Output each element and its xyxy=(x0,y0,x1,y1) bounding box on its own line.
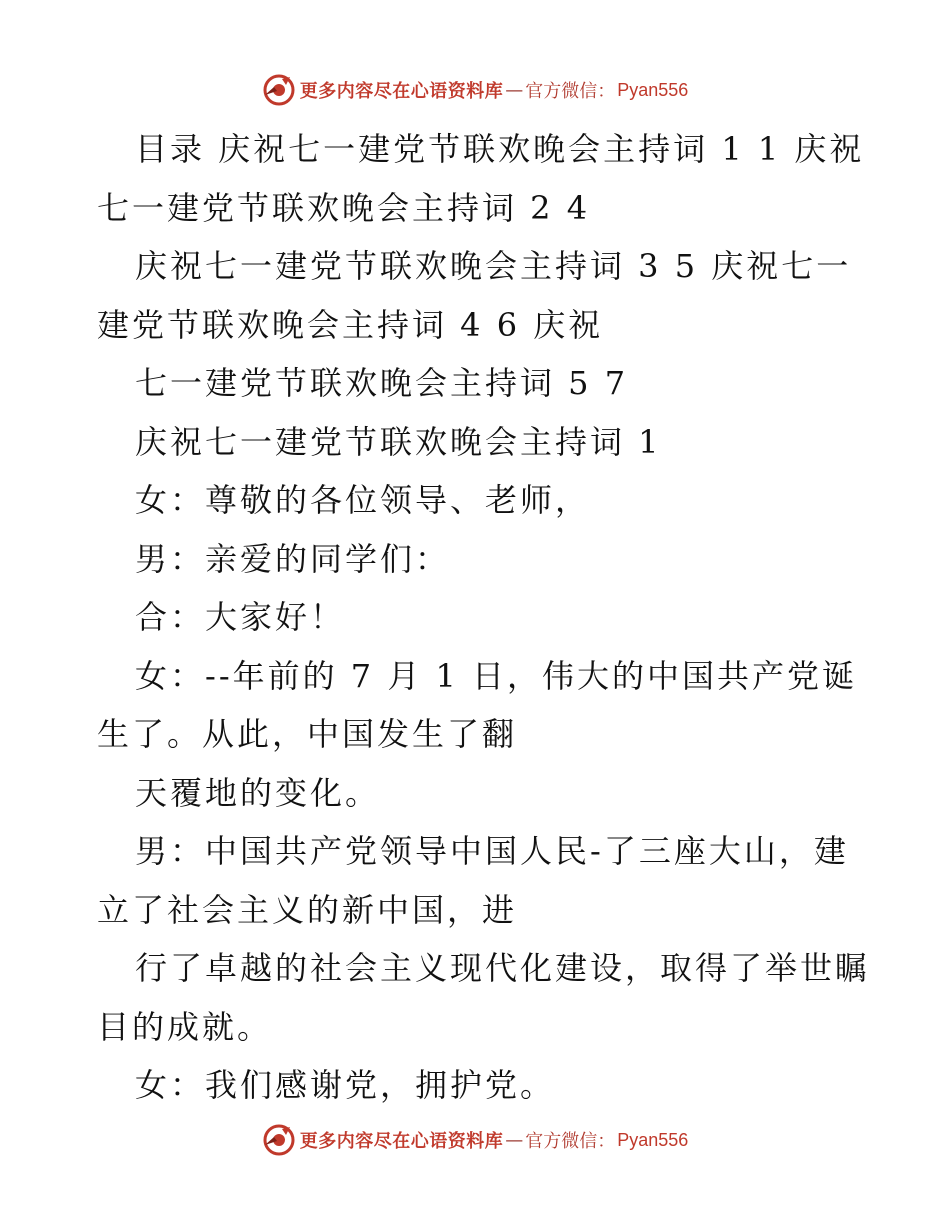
text-line: 女：我们感谢党，拥护党。 xyxy=(135,1066,556,1104)
banner-site-text: 更多内容尽在心语资料库 xyxy=(299,1131,504,1152)
text-line: 生了。从此，中国发生了翻 xyxy=(97,715,518,753)
banner-separator: — xyxy=(505,79,524,101)
footer-banner xyxy=(0,1120,950,1160)
banner-account: Pyan556 xyxy=(617,1129,689,1150)
text-line: 天覆地的变化。 xyxy=(135,773,381,812)
text-line: 女：尊敬的各位领导、老师， xyxy=(135,481,591,519)
text-line: 庆祝七一建党节联欢晚会主持词 3 5 庆祝七一 xyxy=(135,247,852,285)
document-body xyxy=(97,120,871,1115)
seal-logo-icon xyxy=(262,1123,296,1157)
text-line: 男：中国共产党领导中国人民-了三座大山，建 xyxy=(135,832,849,870)
text-line: 建党节联欢晚会主持词 4 6 庆祝 xyxy=(97,305,604,344)
text-line: 合：大家好！ xyxy=(135,598,346,636)
text-line: 立了社会主义的新中国，进 xyxy=(97,890,518,929)
text-line: 七一建党节联欢晚会主持词 5 7 xyxy=(135,364,629,402)
banner-account: Pyan556 xyxy=(617,79,689,100)
text-line: 男：亲爱的同学们： xyxy=(135,539,451,578)
seal-logo-icon xyxy=(262,73,296,107)
header-banner xyxy=(0,70,950,110)
text-line: 庆祝七一建党节联欢晚会主持词 1 xyxy=(135,422,662,461)
banner-site-text: 更多内容尽在心语资料库 xyxy=(299,81,504,102)
text-line: 女：--年前的 7 月 1 日，伟大的中国共产党诞 xyxy=(135,656,858,695)
text-line: 目录 庆祝七一建党节联欢晚会主持词 1 1 庆祝 xyxy=(135,130,865,168)
banner-separator: — xyxy=(505,1129,524,1151)
banner-wechat-label: 官方微信： xyxy=(525,1131,616,1152)
text-line: 行了卓越的社会主义现代化建设，取得了举世瞩 xyxy=(135,949,871,987)
text-line: 七一建党节联欢晚会主持词 2 4 xyxy=(97,188,591,227)
text-line: 目的成就。 xyxy=(97,1007,273,1046)
banner-wechat-label: 官方微信： xyxy=(525,81,616,102)
